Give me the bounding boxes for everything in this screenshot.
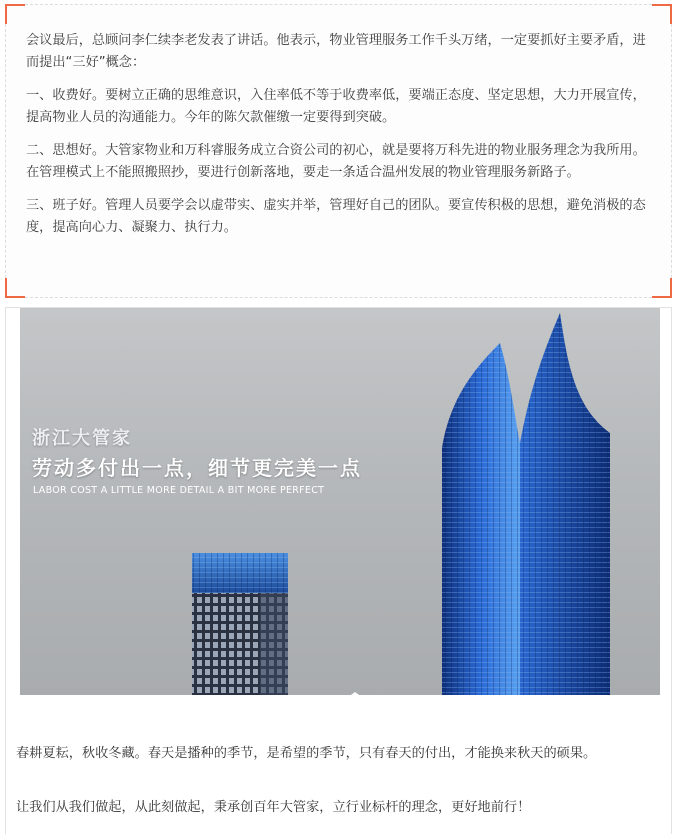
image-panel [5, 307, 672, 834]
corner-top-left [5, 4, 25, 24]
corner-bottom-right [652, 278, 672, 298]
corner-bottom-left [5, 278, 25, 298]
quote-paragraph-intro: 会议最后，总顾问李仁续李老发表了讲话。他表示，物业管理服务工作千头万绪，一定要抓好主要矛盾，进而提出“三好”概念： [26, 33, 646, 70]
quote-paragraph-team: 三、班子好。管理人员要学会以虚带实、虚实并举，管理好自己的团队。要宣传积极的思想，避免消极的态度，提高向心力、凝聚力、执行力。 [26, 198, 646, 235]
banner-image [20, 308, 660, 695]
quote-box [5, 4, 672, 298]
closing-text-call-to-action: 让我们从我们做起，从此刻做起，秉承创百年大管家，立行业标杆的理念，更好地前行！ [16, 800, 531, 815]
closing-text-seasons: 春耕夏耘，秋收冬藏。春天是播种的季节，是希望的季节，只有春天的付出，才能换来秋天的硕果。 [16, 746, 597, 761]
quote-paragraph-thinking: 二、思想好。大管家物业和万科睿服务成立合资公司的初心，就是要将万科先进的物业服务理念为我所用。在管理模式上不能照搬照抄，要进行创新落地，要走一条适合温州发展的物业管理服务新路子。 [26, 143, 646, 180]
quote-text [26, 30, 656, 250]
corner-top-right [652, 4, 672, 24]
banner-notch [344, 692, 366, 695]
banner-english-slogan: LABOR COST A LITTLE MORE DETAIL A BIT MORE PERFECT [33, 485, 325, 496]
buildings-illustration [20, 308, 660, 695]
quote-paragraph-fees: 一、收费好。要树立正确的思维意识，入住率低不等于收费率低，要端正态度、坚定思想，大力开展宣传，提高物业人员的沟通能力。今年的陈欠款催缴一定要得到突破。 [26, 88, 646, 125]
banner-slogan: 劳动多付出一点，细节更完美一点 [32, 456, 362, 480]
banner-title: 浙江大管家 [32, 428, 132, 449]
